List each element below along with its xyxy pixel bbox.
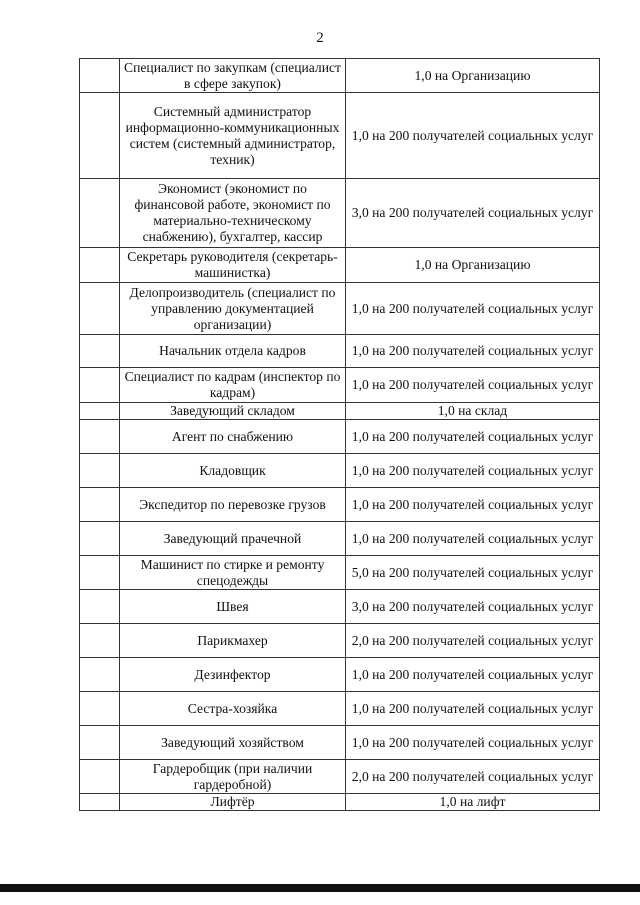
row-number-cell — [80, 556, 120, 590]
table-row — [80, 179, 600, 248]
row-number-cell — [80, 283, 120, 335]
norm-cell: 1,0 на 200 получателей социальных услуг — [346, 420, 600, 454]
position-cell: Экспедитор по перевозке грузов — [120, 488, 346, 522]
norm-cell: 1,0 на Организацию — [346, 59, 600, 93]
scan-edge-bar — [0, 884, 640, 892]
position-cell: Специалист по кадрам (инспектор по кадрам) — [120, 368, 346, 403]
norm-cell: 1,0 на 200 получателей социальных услуг — [346, 283, 600, 335]
position-cell: Лифтёр — [120, 794, 346, 811]
table-row — [80, 335, 600, 368]
norm-cell: 3,0 на 200 получателей социальных услуг — [346, 179, 600, 248]
table-row — [80, 692, 600, 726]
table-row — [80, 93, 600, 179]
table-row — [80, 590, 600, 624]
table-row — [80, 760, 600, 794]
norm-cell: 1,0 на 200 получателей социальных услуг — [346, 692, 600, 726]
position-cell: Парикмахер — [120, 624, 346, 658]
row-number-cell — [80, 794, 120, 811]
norm-cell: 1,0 на 200 получателей социальных услуг — [346, 335, 600, 368]
row-number-cell — [80, 248, 120, 283]
position-cell: Секретарь руководителя (секретарь-машинистка) — [120, 248, 346, 283]
table-row — [80, 368, 600, 403]
position-cell: Гардеробщик (при наличии гардеробной) — [120, 760, 346, 794]
position-cell: Экономист (экономист по финансовой работе, экономист по материально-техническому снабжению), бухгалтер, кассир — [120, 179, 346, 248]
position-cell: Начальник отдела кадров — [120, 335, 346, 368]
table-row — [80, 794, 600, 811]
norm-cell: 2,0 на 200 получателей социальных услуг — [346, 760, 600, 794]
norm-cell: 1,0 на лифт — [346, 794, 600, 811]
position-cell: Специалист по закупкам (специалист в сфере закупок) — [120, 59, 346, 93]
position-cell: Заведующий прачечной — [120, 522, 346, 556]
staffing-table — [79, 58, 600, 811]
row-number-cell — [80, 726, 120, 760]
norm-cell: 1,0 на 200 получателей социальных услуг — [346, 658, 600, 692]
table-row — [80, 283, 600, 335]
table-row — [80, 658, 600, 692]
row-number-cell — [80, 420, 120, 454]
row-number-cell — [80, 692, 120, 726]
table-row — [80, 488, 600, 522]
norm-cell: 1,0 на склад — [346, 403, 600, 420]
norm-cell: 1,0 на 200 получателей социальных услуг — [346, 522, 600, 556]
page-number: 2 — [316, 30, 324, 46]
row-number-cell — [80, 454, 120, 488]
position-cell: Системный администратор информационно-коммуникационных систем (системный администратор, техник) — [120, 93, 346, 179]
norm-cell: 1,0 на 200 получателей социальных услуг — [346, 454, 600, 488]
table-row — [80, 248, 600, 283]
table-row — [80, 403, 600, 420]
row-number-cell — [80, 488, 120, 522]
norm-cell: 2,0 на 200 получателей социальных услуг — [346, 624, 600, 658]
norm-cell: 1,0 на Организацию — [346, 248, 600, 283]
table-row — [80, 420, 600, 454]
position-cell: Машинист по стирке и ремонту спецодежды — [120, 556, 346, 590]
norm-cell: 1,0 на 200 получателей социальных услуг — [346, 368, 600, 403]
row-number-cell — [80, 590, 120, 624]
row-number-cell — [80, 522, 120, 556]
row-number-cell — [80, 624, 120, 658]
row-number-cell — [80, 403, 120, 420]
row-number-cell — [80, 93, 120, 179]
position-cell: Заведующий складом — [120, 403, 346, 420]
norm-cell: 1,0 на 200 получателей социальных услуг — [346, 93, 600, 179]
row-number-cell — [80, 179, 120, 248]
row-number-cell — [80, 59, 120, 93]
row-number-cell — [80, 335, 120, 368]
table-row — [80, 59, 600, 93]
position-cell: Дезинфектор — [120, 658, 346, 692]
row-number-cell — [80, 368, 120, 403]
norm-cell: 3,0 на 200 получателей социальных услуг — [346, 590, 600, 624]
row-number-cell — [80, 658, 120, 692]
norm-cell: 1,0 на 200 получателей социальных услуг — [346, 488, 600, 522]
position-cell: Делопроизводитель (специалист по управлению документацией организации) — [120, 283, 346, 335]
table-row — [80, 624, 600, 658]
table-row — [80, 522, 600, 556]
position-cell: Сестра-хозяйка — [120, 692, 346, 726]
table-row — [80, 556, 600, 590]
table-row — [80, 454, 600, 488]
row-number-cell — [80, 760, 120, 794]
position-cell: Швея — [120, 590, 346, 624]
table-row — [80, 726, 600, 760]
norm-cell: 1,0 на 200 получателей социальных услуг — [346, 726, 600, 760]
position-cell: Кладовщик — [120, 454, 346, 488]
norm-cell: 5,0 на 200 получателей социальных услуг — [346, 556, 600, 590]
position-cell: Заведующий хозяйством — [120, 726, 346, 760]
position-cell: Агент по снабжению — [120, 420, 346, 454]
